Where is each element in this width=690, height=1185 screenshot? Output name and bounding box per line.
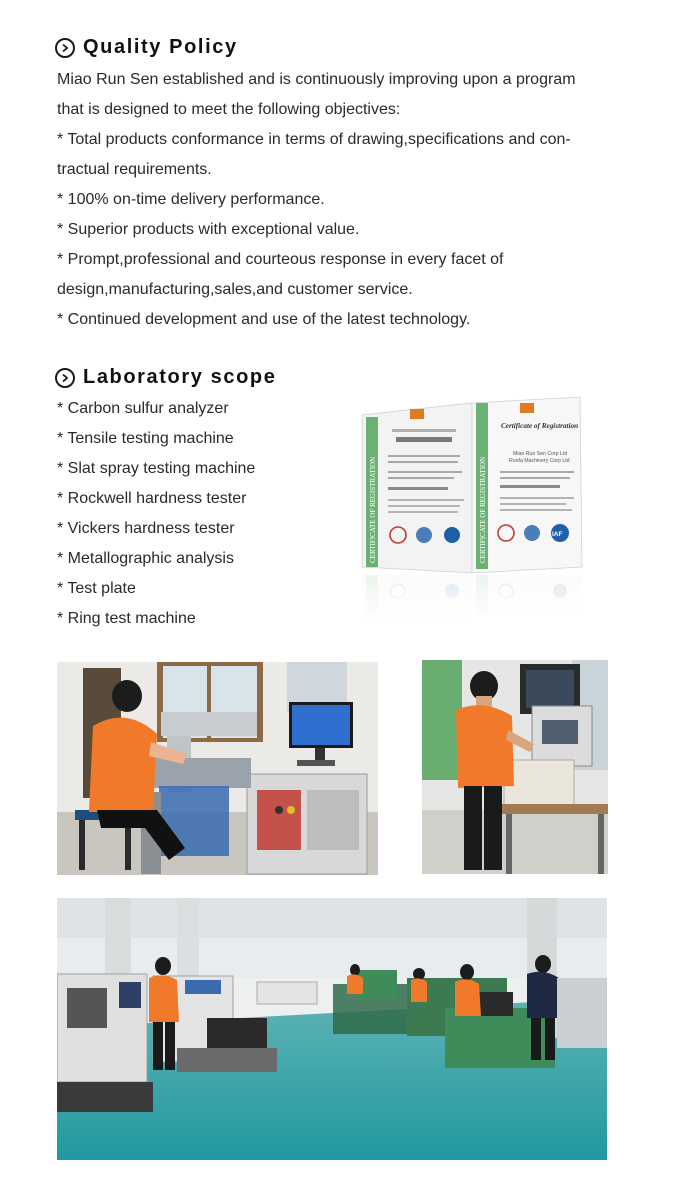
text-line: * Prompt,professional and courteous response in every facet of: [57, 251, 504, 268]
certificates-image: [360, 395, 590, 620]
certificate-logo-icon: [410, 409, 424, 419]
certificate-left: [362, 403, 472, 573]
worker-shirt: [455, 979, 481, 1016]
list-item: * Test plate: [57, 580, 136, 597]
text-line: tractual requirements.: [57, 161, 212, 178]
lab-photo-testing-station: [57, 662, 378, 875]
section-title: Quality Policy: [83, 36, 238, 58]
certificate-company: Runfa Machinery Corp Ltd: [509, 458, 570, 464]
quality-policy-heading: [55, 36, 238, 59]
certificate-side-text: CERTIFICATE OF REGISTRATION: [479, 456, 487, 563]
text-line: * Superior products with exceptional value.: [57, 221, 360, 238]
worker-shirt: [456, 705, 514, 788]
iaf-label: IAF: [552, 531, 563, 538]
accreditation-icon: [416, 527, 432, 543]
list-item: * Carbon sulfur analyzer: [57, 400, 229, 417]
certificate-side-text: CERTIFICATE OF REGISTRATION: [369, 456, 377, 563]
certificate-heading: Certificate of Registration: [501, 422, 579, 430]
list-item: * Rockwell hardness tester: [57, 490, 247, 507]
accreditation-icon: [524, 525, 540, 541]
text-line: Miao Run Sen established and is continuously improving upon a program: [57, 71, 576, 88]
list-item: * Metallographic analysis: [57, 550, 234, 567]
text-line: design,manufacturing,sales,and customer service.: [57, 281, 413, 298]
list-item: * Ring test machine: [57, 610, 196, 627]
certificate-company: Miao Run Sen Corp Ltd: [513, 451, 568, 457]
workshop-photo: [57, 898, 607, 1160]
worker-shirt: [89, 718, 157, 812]
chevron-right-circle-icon: [55, 368, 75, 388]
certificate-logo-icon: [520, 403, 534, 413]
list-item: * Vickers hardness tester: [57, 520, 235, 537]
section-title: Laboratory scope: [83, 366, 277, 388]
list-item: * Slat spray testing machine: [57, 460, 256, 477]
certificate-right: [472, 397, 582, 573]
chevron-right-circle-icon: [55, 38, 75, 58]
laboratory-list: [57, 394, 255, 634]
worker-shirt: [149, 975, 179, 1022]
text-line: that is designed to meet the following objectives:: [57, 101, 401, 118]
text-line: * 100% on-time delivery performance.: [57, 191, 325, 208]
text-line: * Continued development and use of the latest technology.: [57, 311, 471, 328]
list-item: * Tensile testing machine: [57, 430, 234, 447]
laboratory-scope-heading: [55, 366, 276, 389]
lab-photo-hardness-tester: [422, 660, 608, 874]
iaf-icon: [444, 527, 460, 543]
quality-policy-text: [57, 65, 617, 335]
text-line: * Total products conformance in terms of drawing,specifications and con-: [57, 131, 571, 148]
